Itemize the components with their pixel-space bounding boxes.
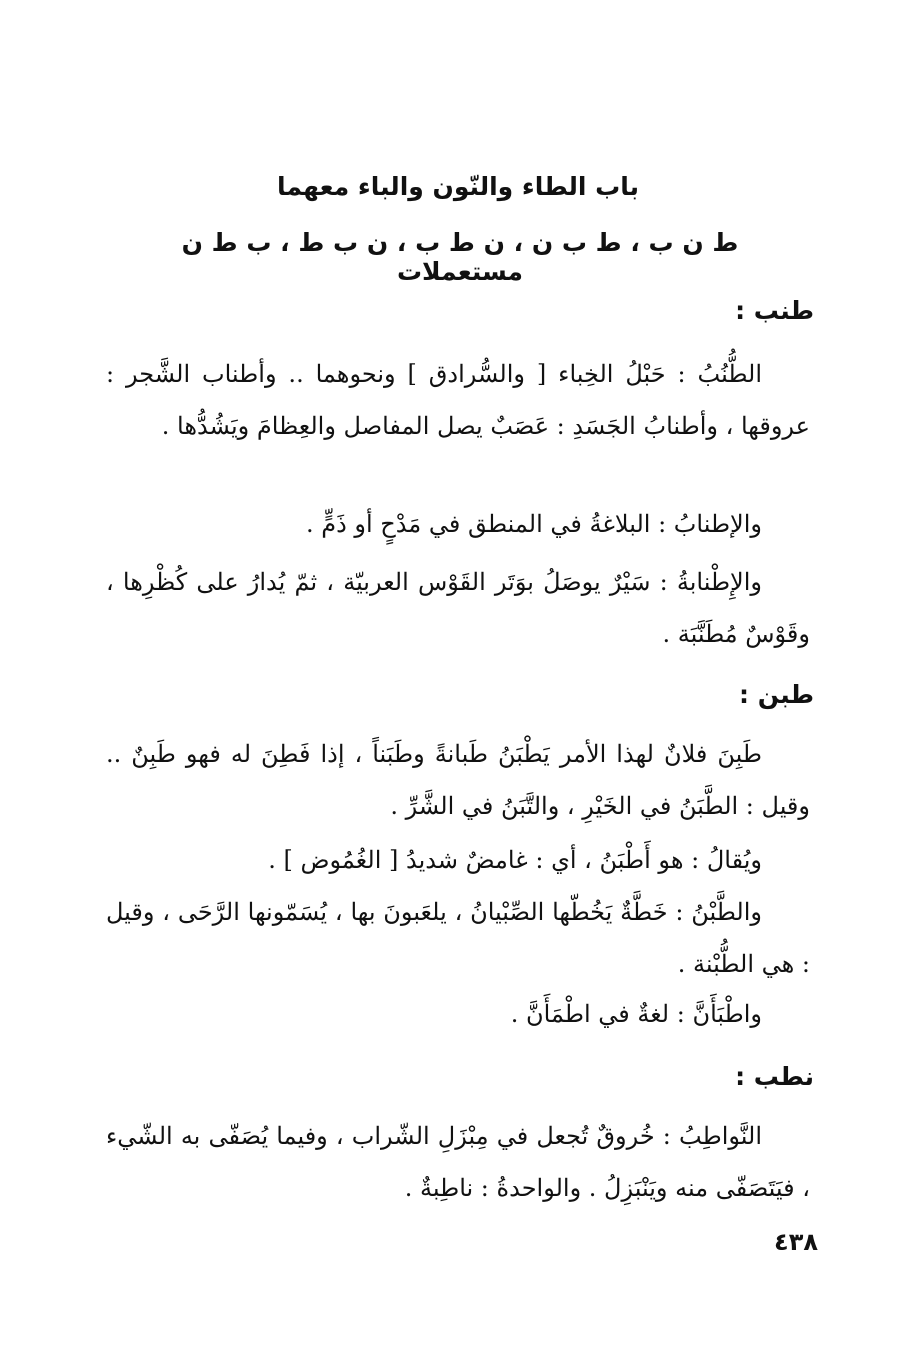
entry-paragraph: الطُّنُبُ : حَبْلُ الخِباء [ والسُّرادق ] ونحوهما .. وأطناب الشَّجر : عروقها ، وأطنابُ الجَسَدِ : عَصَبٌ يصل المفاصل والعِظامَ ويَشُدُّها . — [106, 360, 810, 440]
entry-paragraph: والطَّبْنُ : خَطَّةٌ يَخُطّها الصِّبْيانُ ، يلعَبونَ بها ، يُسَمّونها الرَّحَى ، وقيل : هي الطُّبْنة . — [106, 898, 810, 978]
entry-paragraph: والإِطْنابةُ : سَيْرٌ يوصَلُ بوَتَر القَوْس العربيّة ، ثمّ يُدارُ على كُظْرِها ، وقَوْسٌ مُطَنَّبَة . — [106, 568, 810, 648]
entry-heading-ntb: نطب : — [735, 1062, 814, 1091]
page-number: ٤٣٨ — [774, 1228, 818, 1256]
roots-line: ط ن ب ، ط ب ن ، ن ط ب ، ن ب ط ، ب ط ن مستعملات — [181, 228, 739, 286]
entry-paragraph: ويُقالُ : هو أَطْبَنُ ، أي : غامضٌ شديدُ [ الغُمُوض ] . — [268, 846, 762, 874]
entry-heading-tbn: طبن : — [739, 680, 814, 709]
entry-paragraph: واطْبَأَنَّ : لغةٌ في اطْمَأَنَّ . — [510, 1000, 762, 1028]
entry-paragraph: طَبِنَ فلانٌ لهذا الأمر يَطْبَنُ طَبانةً وطَبَناً ، إذا فَطِنَ له فهو طَبِنٌ .. وقيل : الطَّبَنُ في الخَيْرِ ، والتَّبَنُ في الشَّرِّ . — [106, 740, 810, 820]
entry-heading-tnb: طنب : — [735, 296, 814, 325]
chapter-title: باب الطاء والنّون والباء معهما — [276, 172, 639, 201]
entry-paragraph: والإطنابُ : البلاغةُ في المنطق في مَدْحٍ أو ذَمٍّ . — [305, 510, 762, 538]
entry-paragraph: النَّواطِبُ : خُروقٌ تُجعل في مِبْزَلِ الشّراب ، وفيما يُصَفّى به الشّيء ، فيَتَصَفّى منه ويَنْبَزِلُ . والواحدةُ : ناطِبةٌ . — [106, 1122, 810, 1202]
